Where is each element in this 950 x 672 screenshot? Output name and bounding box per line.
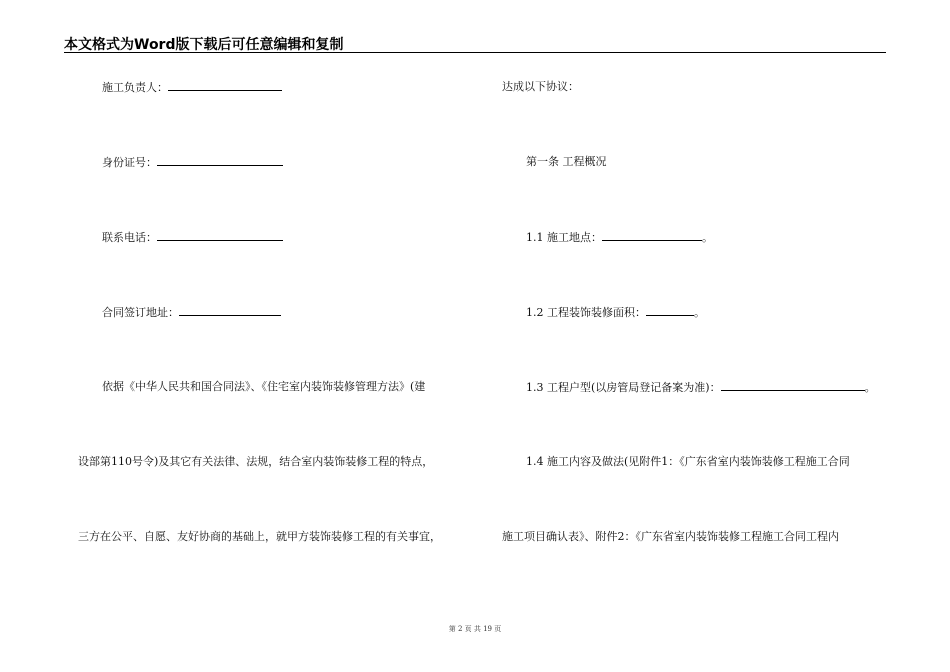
id-number-field	[102, 155, 283, 170]
blank-line[interactable]	[646, 305, 694, 316]
blank-line[interactable]	[168, 80, 282, 91]
field-label: 合同签订地址：	[102, 306, 179, 319]
document-header-title: 本文格式为Word版下载后可任意编辑和复制	[64, 37, 344, 53]
paragraph-line: 三方在公平、自愿、友好协商的基础上，就甲方装饰装修工程的有关事宜，	[78, 530, 441, 543]
field-label: 联系电话：	[102, 231, 157, 244]
field-label: 施工负责人：	[102, 81, 168, 94]
phone-field	[102, 230, 283, 245]
construction-site-field	[526, 230, 713, 245]
field-suffix: 。	[694, 306, 705, 319]
blank-line[interactable]	[157, 230, 283, 241]
page-number: 第 2 页 共 19 页	[448, 625, 502, 633]
contractor-manager-field	[102, 80, 282, 95]
paragraph-line: 设部第110号令)及其它有关法律、法规，结合室内装饰装修工程的特点，	[78, 455, 434, 468]
field-label: 1.2 工程装饰装修面积：	[526, 306, 646, 319]
blank-line[interactable]	[179, 305, 281, 316]
blank-line[interactable]	[602, 230, 702, 241]
field-suffix: 。	[702, 231, 713, 244]
section-heading: 第一条 工程概况	[526, 155, 607, 168]
blank-line[interactable]	[721, 380, 865, 391]
paragraph-line: 1.4 施工内容及做法(见附件1：《广东省室内装饰装修工程施工合同	[526, 455, 850, 468]
field-label: 身份证号：	[102, 156, 157, 169]
field-label: 1.1 施工地点：	[526, 231, 602, 244]
agreement-intro: 达成以下协议：	[502, 80, 579, 93]
field-suffix: 。	[864, 381, 876, 394]
contract-address-field	[102, 305, 281, 320]
blank-line[interactable]	[157, 155, 283, 166]
area-field	[526, 305, 705, 320]
paragraph-line: 依据《中华人民共和国合同法》、《住宅室内装饰装修管理方法》(建	[102, 380, 426, 393]
header-divider	[64, 52, 886, 53]
field-label: 1.3 工程户型(以房管局登记备案为准)：	[526, 381, 721, 394]
paragraph-line: 施工项目确认表》、附件2：《广东省室内装饰装修工程施工合同工程内	[502, 530, 839, 543]
house-type-field	[526, 380, 876, 395]
